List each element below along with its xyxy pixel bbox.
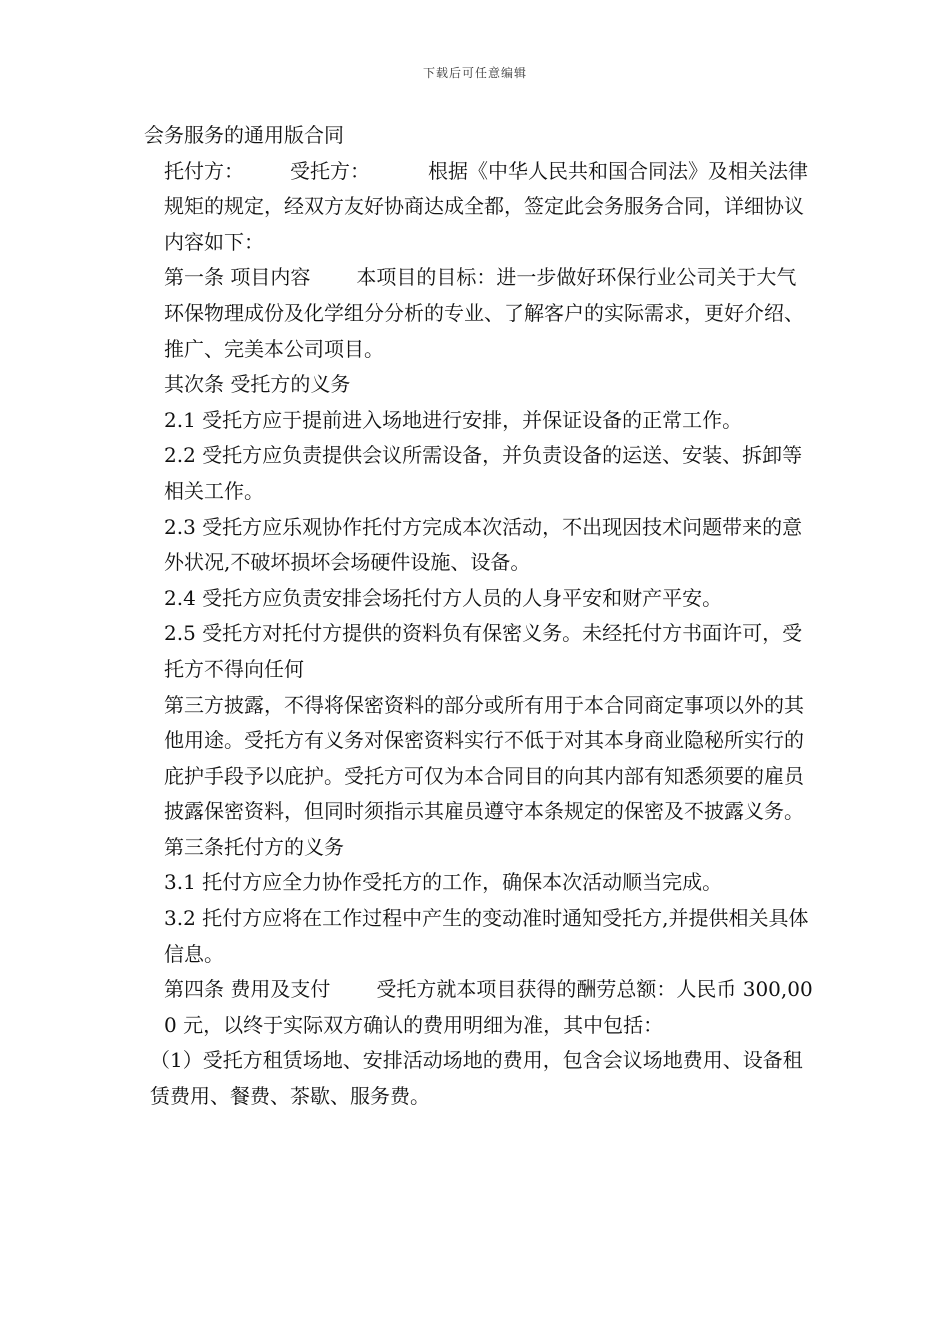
document-title: 会务服务的通用版合同 [144,123,344,147]
intro-text: 根据《中华人民共和国合同法》及相关法律规矩的规定，经双方友好协商达成全都，签定此会务服务合同，详细协议内容如下： [164,158,808,254]
article-2-heading: 其次条 受托方的义务 [164,372,351,397]
article-2-item: 2.3 受托方应乐观协作托付方完成本次活动，不出现因技术问题带来的意外状况,不破坏损坏会场硬件设施、设备。 [164,514,803,575]
parties-paragraph [144,154,814,261]
document-body [144,118,814,1115]
page-header-note: 下载后可任意编辑 [422,66,527,80]
article-3-item: 3.1 托付方应全力协作受托方的工作，确保本次活动顺当完成。 [164,870,723,895]
article-4-heading: 第四条 费用及支付 [164,977,331,1002]
article-2-continuation: 第三方披露，不得将保密资料的部分或所有用于本合同商定事项以外的其他用途。受托方有义务对保密资料实行不低于对其本身商业隐秘所实行的庇护手段予以庇护。受托方可仅为本合同目的向其内部有知悉须要的雇员披露保密资料，但同时须指示其雇员遵守本条规定的保密及不披露义务。 [164,692,804,824]
article-2-item: 2.5 受托方对托付方提供的资料负有保密义务。未经托付方书面许可，受托方不得向任何 [164,621,803,681]
article-3-item: 3.2 托付方应将在工作过程中产生的变动准时通知受托方,并提供相关具体信息。 [164,906,809,966]
article-2-item: 2.4 受托方应负责安排会场托付方人员的人身平安和财产平安。 [164,585,723,610]
article-4-paragraph [144,972,814,1043]
article-1-paragraph [144,260,814,367]
trustee-label: 受托方： [290,158,370,183]
article-2-item: 2.2 受托方应负责提供会议所需设备，并负责设备的运送、安装、拆卸等相关工作。 [164,443,803,503]
article-1-heading: 第一条 项目内容 [164,265,311,290]
article-4-text: 受托方就本项目获得的酬劳总额：人民币 300,000 元，以终于实际双方确认的费用明细为准，其中包括： [164,977,813,1037]
article-4-item: （1）受托方租赁场地、安排活动场地的费用，包含会议场地费用、设备租赁费用、餐费、茶歇、服务费。 [150,1048,803,1109]
article-2-item: 2.1 受托方应于提前进入场地进行安排，并保证设备的正常工作。 [164,407,743,432]
article-3-heading: 第三条托付方的义务 [164,834,344,859]
article-1-text: 本项目的目标：进一步做好环保行业公司关于大气环保物理成份及化学组分分析的专业、了解客户的实际需求，更好介绍、推广、完美本公司项目。 [164,265,804,361]
client-label: 托付方： [164,158,244,183]
